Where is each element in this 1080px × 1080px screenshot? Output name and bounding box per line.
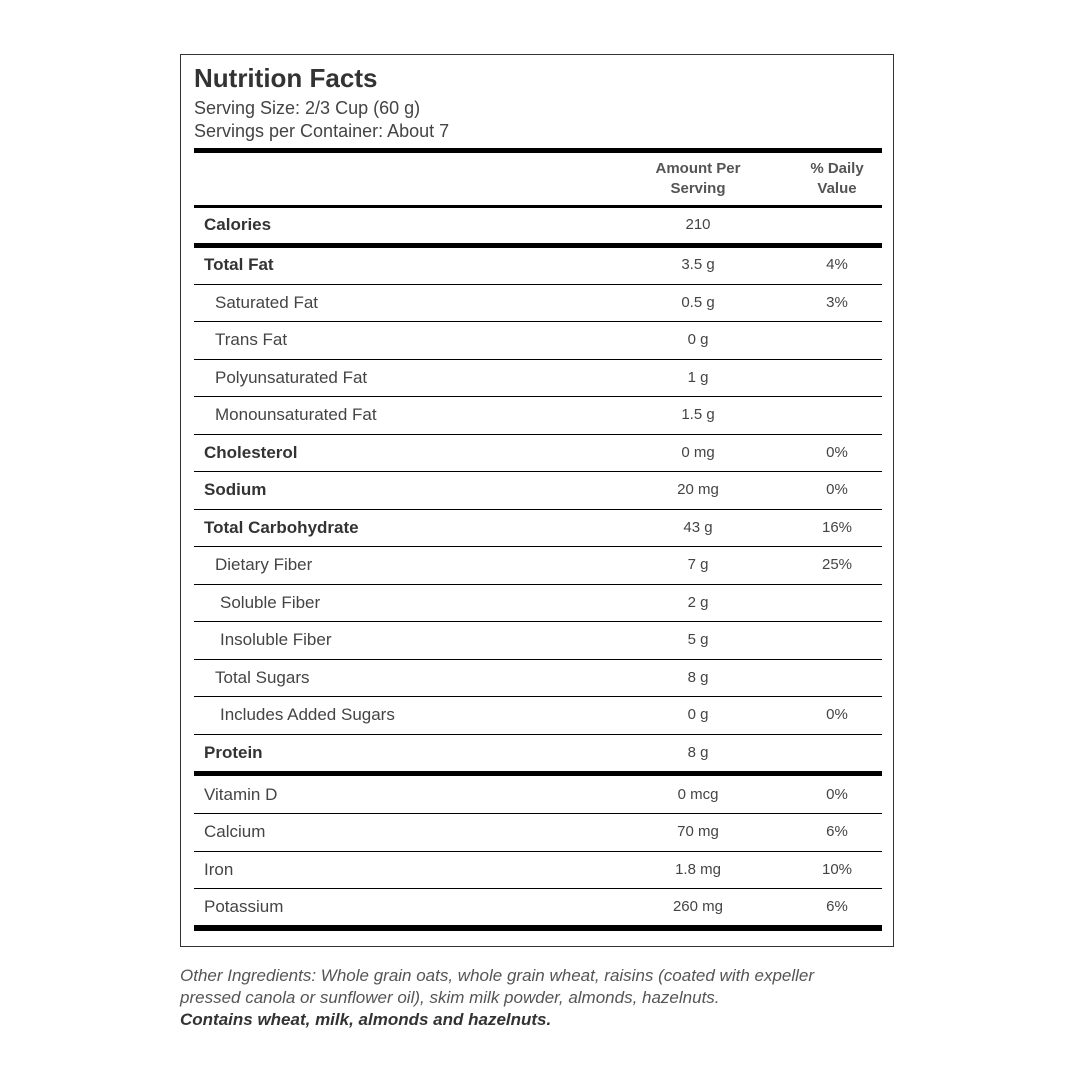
nutrient-name: Sodium — [204, 480, 267, 499]
nutrient-amount: 1.5 g — [681, 406, 715, 423]
label-footer — [180, 965, 900, 1031]
amount-column-header — [636, 159, 760, 199]
nutrient-name: Potassium — [204, 897, 284, 916]
nutrient-amount: 1.8 mg — [675, 861, 721, 878]
nutrient-daily-value: 0% — [826, 444, 848, 461]
nutrient-amount: 0 g — [687, 706, 709, 723]
nutrient-amount: 1 g — [687, 369, 709, 386]
dv-header-line1: % Daily — [810, 160, 864, 177]
nutrient-amount: 210 — [685, 216, 711, 233]
nutrient-name: Dietary Fiber — [215, 555, 313, 574]
nutrient-daily-value: 6% — [826, 898, 848, 915]
nutrient-daily-value: 0% — [826, 481, 848, 498]
nutrient-name: Includes Added Sugars — [220, 705, 395, 724]
nutrient-name: Protein — [204, 743, 263, 762]
nutrient-amount: 7 g — [687, 556, 709, 573]
nutrient-daily-value: 25% — [821, 556, 853, 573]
nutrient-amount: 8 g — [687, 669, 709, 686]
nutrient-name: Monounsaturated Fat — [215, 405, 377, 424]
nutrition-label — [180, 54, 894, 947]
row-divider — [194, 851, 882, 852]
row-divider — [194, 546, 882, 547]
row-divider — [194, 359, 882, 360]
row-divider — [194, 659, 882, 660]
nutrient-amount: 20 mg — [677, 481, 719, 498]
allergen-statement: Contains wheat, milk, almonds and hazelnuts. — [180, 1010, 552, 1029]
daily-value-column-header — [775, 159, 899, 199]
nutrient-name: Insoluble Fiber — [220, 630, 332, 649]
ingredients-line-1: Other Ingredients: Whole grain oats, whole grain wheat, raisins (coated with expeller — [180, 966, 815, 985]
nutrient-name: Total Carbohydrate — [204, 518, 359, 537]
nutrient-name: Calories — [204, 215, 272, 234]
row-divider — [194, 471, 882, 472]
row-divider — [194, 584, 882, 585]
nutrient-amount: 0 mcg — [677, 786, 719, 803]
row-divider — [194, 621, 882, 622]
nutrient-amount: 3.5 g — [681, 256, 715, 273]
dv-header-line2: Value — [817, 180, 857, 197]
row-divider — [194, 888, 882, 889]
nutrient-amount: 0 g — [687, 331, 709, 348]
row-divider — [194, 509, 882, 510]
nutrient-amount: 260 mg — [672, 898, 724, 915]
row-divider — [194, 734, 882, 735]
nutrient-name: Calcium — [204, 822, 266, 841]
nutrient-daily-value: 6% — [826, 823, 848, 840]
nutrient-daily-value: 4% — [826, 256, 848, 273]
row-divider — [194, 771, 882, 776]
nutrient-daily-value: 0% — [826, 786, 848, 803]
nutrient-amount: 43 g — [683, 519, 713, 536]
nutrient-amount: 5 g — [687, 631, 709, 648]
nutrient-daily-value: 0% — [826, 706, 848, 723]
nutrient-name: Cholesterol — [204, 443, 298, 462]
header-thick-rule — [194, 148, 882, 153]
row-divider — [194, 925, 882, 931]
servings-per-container: Servings per Container: About 7 — [194, 121, 450, 141]
nutrient-daily-value: 3% — [826, 294, 848, 311]
nutrient-amount: 70 mg — [677, 823, 719, 840]
nutrient-name: Polyunsaturated Fat — [215, 368, 368, 387]
row-divider — [194, 243, 882, 248]
row-divider — [194, 205, 882, 208]
nutrient-daily-value: 10% — [821, 861, 853, 878]
row-divider — [194, 696, 882, 697]
nutrient-name: Total Fat — [204, 255, 274, 274]
nutrient-daily-value: 16% — [821, 519, 853, 536]
serving-size: Serving Size: 2/3 Cup (60 g) — [194, 98, 421, 118]
nutrient-amount: 0 mg — [681, 444, 715, 461]
nutrient-amount: 0.5 g — [681, 294, 715, 311]
row-divider — [194, 284, 882, 285]
amount-header-line1: Amount Per — [655, 160, 741, 177]
row-divider — [194, 434, 882, 435]
ingredients-line-2: pressed canola or sunflower oil), skim milk powder, almonds, hazelnuts. — [180, 988, 720, 1007]
nutrient-amount: 8 g — [687, 744, 709, 761]
amount-header-line2: Serving — [670, 180, 726, 197]
nutrient-name: Trans Fat — [215, 330, 288, 349]
nutrient-name: Iron — [204, 860, 234, 879]
nutrient-amount: 2 g — [687, 594, 709, 611]
nutrient-name: Vitamin D — [204, 785, 278, 804]
nutrient-name: Total Sugars — [215, 668, 310, 687]
label-title: Nutrition Facts — [194, 63, 378, 93]
nutrient-name: Saturated Fat — [215, 293, 319, 312]
row-divider — [194, 321, 882, 322]
nutrient-name: Soluble Fiber — [220, 593, 321, 612]
row-divider — [194, 813, 882, 814]
row-divider — [194, 396, 882, 397]
